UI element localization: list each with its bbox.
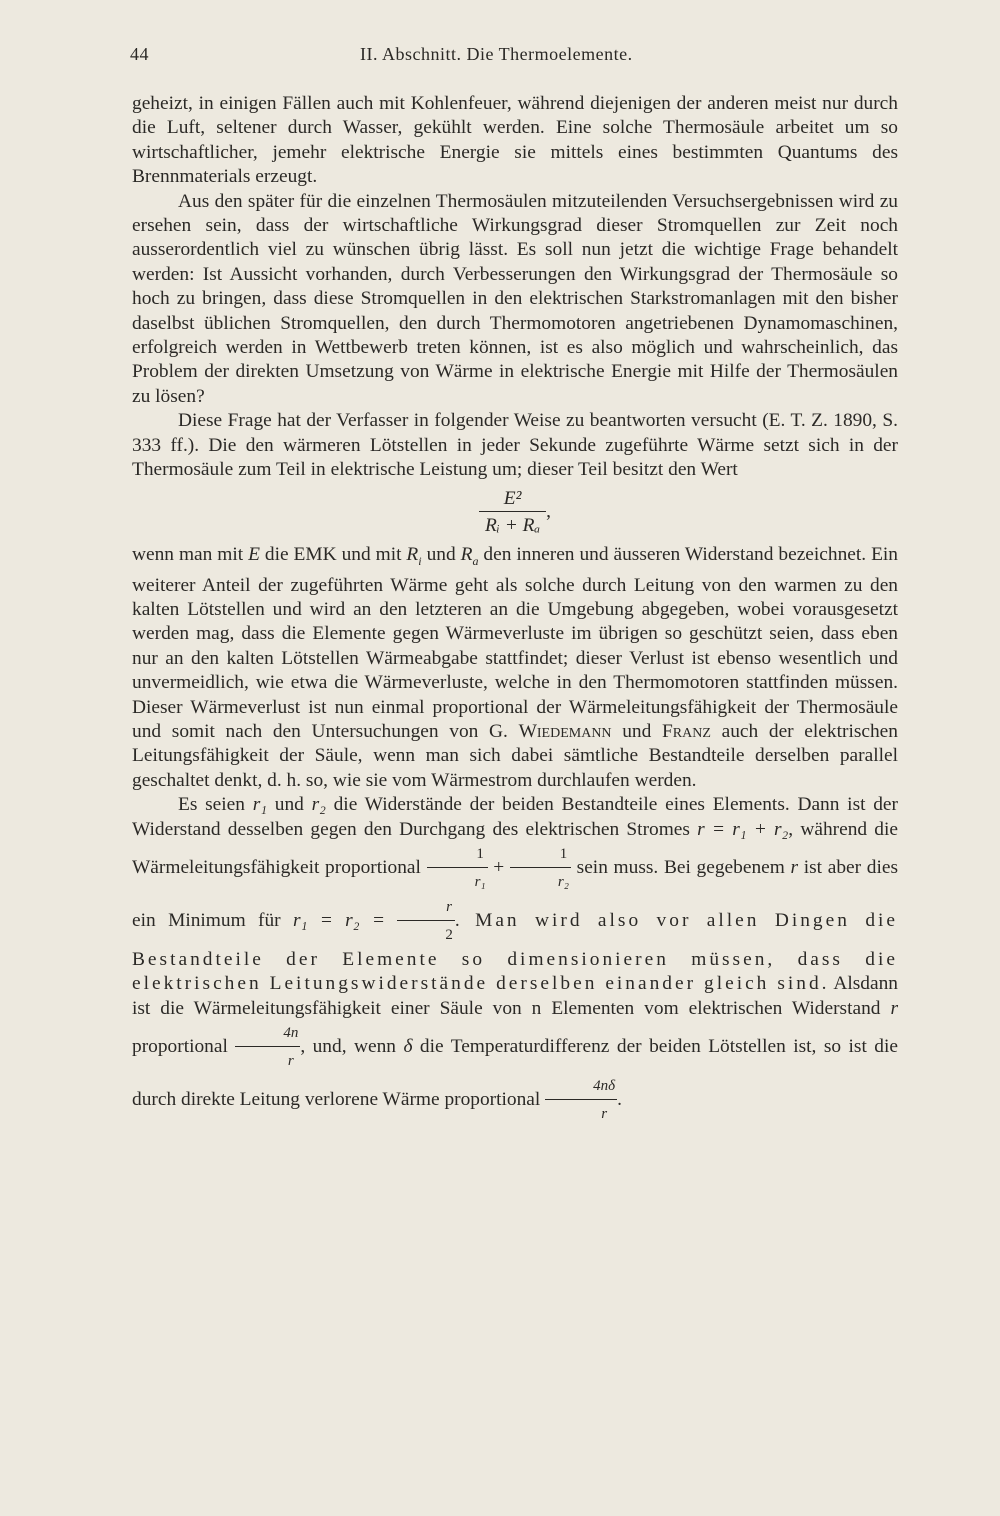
math-symbol: E — [248, 544, 260, 566]
fraction — [479, 489, 546, 536]
fraction-denominator: 2 — [445, 927, 453, 944]
text-run: den inneren und äusseren Widerstand bezeichnet. Ein weiterer Anteil der zugeführten Wärme geht als solche durch Leitung von den warmen zu den kalten Lötstellen und wird an den letzteren an die Umgebung abgegeben, wobei vorausgesetzt werden mag, dass die Elemente gegen Wärmeverluste im übrigen so geschützt seien, dass eben nur an den kalten Lötstellen Wärmeabgabe stattfindet; dieser Verlust ist ebenso wesentlich und unvermeidlich, wie etwa die Wärmeverluste, welche in den Thermomotoren stattfinden müssen. Dieser Wärmeverlust ist nun einmal proportional der Wärmeleitungsfähigkeit der Thermosäule und somit nach den Untersuchungen von G. — [132, 544, 899, 743]
fraction-numerator: 4n — [235, 1021, 300, 1047]
math-expression: r₁ = r₂ = — [293, 909, 398, 931]
paragraph: Aus den später für die einzelnen Thermosäulen mitzuteilenden Versuchsergebnissen wird zu ersehen sein, dass der wirtschaftliche Wirkungsgrad dieser Stromquellen zur Zeit noch ausserordentlich viel zu wünschen übrig lässt. Es soll nun jetzt die wichtige Frage behandelt werden: Ist Aussicht vorhanden, durch Verbesserungen den Wirkungsgrad der Thermosäule so hoch zu bringen, dass diese Stromquellen in den elektrischen Starkstromanlagen mit den bisher daselbst üblichen Stromquellen, den durch Thermomotoren angetriebenen Dynamomaschinen, erfolgreich werden in Wettbewerb treten können, ist es also möglich und wahrscheinlich, das Problem der direkten Umsetzung von Wärme in elektrische Energie mit Hilfe der Thermosäulen zu lösen? — [132, 190, 898, 407]
fraction-numerator: E² — [479, 489, 546, 512]
math-symbol: R — [406, 544, 419, 566]
page-number: 44 — [130, 44, 149, 64]
text-run: die Widerstände der beiden Bestandteile eines Elements. Dann ist der Widerstand desselben gegen den Durchgang des elektrischen Stromes — [132, 794, 898, 840]
spaced-text-run: Man wird also vor allen Dingen die Bestandteile der Elemente so dimensionieren müssen, dass die elektrischen Leitungswiderstände derselben einander gleich sind. — [132, 909, 899, 995]
math-symbol: R — [460, 544, 473, 566]
text-run: Alsdann ist die Wärmeleitungsfähigkeit einer Säule von n Elementen vom elektrischen Widerstand — [132, 973, 898, 1019]
text-run: die Temperaturdifferenz der beiden Lötstellen ist, so ist die durch direkte Leitung verlorene Wärme proportional — [132, 1035, 898, 1110]
fraction-denominator: r — [287, 1053, 294, 1070]
page-header — [130, 44, 900, 74]
fraction-denominator: r₁ — [474, 874, 486, 891]
running-title: II. Abschnitt. Die Thermoelemente. — [360, 44, 633, 64]
math-symbol: r — [790, 856, 799, 878]
paragraph: geheizt, in einigen Fällen auch mit Kohlenfeuer, während diejenigen der anderen meist nur durch die Luft, seltener durch Wasser, gekühlt werden. Eine solche Thermosäule arbeitet um so wirtschaftlicher, jemehr elektrische Energie sie mittels eines bestimmten Quantums des Brennmaterials erzeugt. — [132, 93, 898, 188]
paragraph: Diese Frage hat der Verfasser in folgender Weise zu beantworten versucht (E. T. Z. 1890, S. 333 ff.). Die den wärmeren Lötstellen in jeder Sekunde zugeführte Wärme setzt sich in der Thermosäule zum Teil in elektrische Leistung um; dieser Teil besitzt den Wert — [132, 410, 898, 481]
text-run: , während die Wärmeleitungsfähigkeit proportional — [132, 818, 898, 878]
text-run: proportional — [132, 1035, 236, 1057]
text-run: sein muss. Bei gegebenem — [570, 856, 791, 878]
math-subscript: a — [472, 554, 479, 569]
text-run: , und, wenn — [300, 1035, 404, 1057]
paragraph — [132, 543, 898, 793]
math-symbol: δ — [403, 1035, 413, 1057]
fraction-numerator: 1 — [427, 842, 488, 868]
fraction — [235, 1021, 300, 1074]
fraction — [397, 895, 455, 948]
fraction-numerator: 4nδ — [545, 1074, 617, 1100]
math-operator: + — [487, 856, 510, 878]
fraction — [545, 1074, 617, 1127]
text-run: und — [421, 544, 461, 566]
fraction — [510, 842, 571, 895]
math-symbol: r₂ — [311, 794, 326, 816]
math-symbol: r₁ — [252, 794, 268, 816]
fraction-numerator: 1 — [510, 842, 571, 868]
punctuation: . — [454, 909, 460, 931]
fraction-numerator: r — [397, 895, 455, 921]
fraction-denominator: Rᵢ + Rₐ — [484, 514, 541, 536]
author-name: Franz — [662, 721, 711, 743]
fraction — [427, 842, 488, 895]
text-run: wenn man mit — [132, 544, 249, 566]
math-expression: r = r₁ + r₂ — [697, 818, 789, 840]
text-run: und — [267, 794, 312, 816]
math-symbol: r — [890, 997, 898, 1019]
text-run: die EMK und mit — [259, 544, 407, 566]
text-run: Es seien — [178, 794, 253, 816]
author-name: Wiedemann — [518, 721, 612, 743]
body-text — [132, 92, 898, 1127]
fraction-denominator: r₂ — [557, 874, 569, 891]
math-subscript: i — [418, 554, 422, 569]
fraction-denominator: r — [601, 1106, 608, 1123]
text-run: und — [611, 721, 662, 743]
punctuation: . — [617, 1088, 622, 1110]
text-run: auch der elektrischen Leitungsfähigkeit der Säule, wenn man sich dabei sämtliche Bestandteile derselben parallel geschaltet denkt, d. h. so, wie sie vom Wärmestrom durchlaufen werden. — [132, 721, 898, 791]
power-formula: $\frac{\text{E²}}{\text{Rᵢ + Rₐ}}$ , — [132, 489, 898, 536]
text-run: ist aber dies ein Minimum für — [132, 856, 898, 931]
paragraph — [132, 793, 898, 1126]
